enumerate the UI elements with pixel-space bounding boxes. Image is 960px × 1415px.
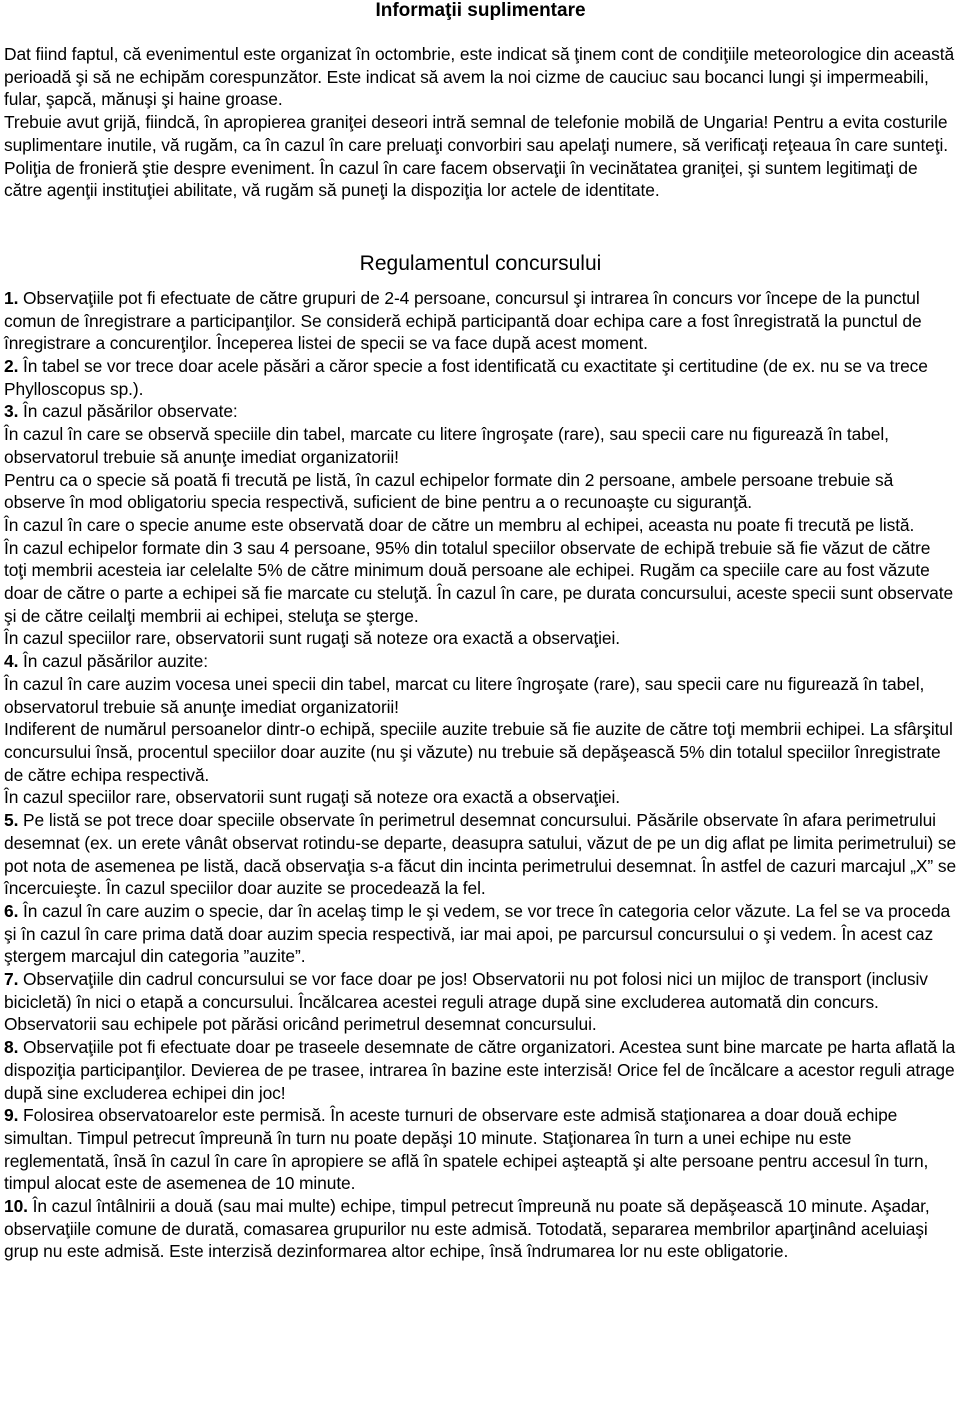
- rule-item: [4, 673, 957, 718]
- rule-text: În cazul păsărilor observate:: [18, 401, 238, 422]
- rule-item: [4, 809, 957, 900]
- rule-number: 5.: [4, 810, 19, 831]
- rule-number: 6.: [4, 900, 19, 921]
- rule-number: 9.: [4, 1105, 19, 1126]
- rule-item: [4, 718, 957, 786]
- rule-number: 4.: [4, 651, 19, 672]
- rule-text: Observaţiile pot fi efectuate doar pe traseele desemnate de către organizatori. Acestea sunt bine marcate pe harta aflată la dispoziţia participanţilor. Devierea de pe trasee, intrarea în bazine este interzisă! Orice fel de încălcare a acestor reguli atrage după sine excluderea echipei din joc!: [4, 1037, 956, 1103]
- rule-number: 8.: [4, 1037, 19, 1058]
- rule-text: În tabel se vor trece doar acele păsări a căror specie a fost identificată cu exactitate şi certitudine (de ex. nu se va trece Phylloscopus sp.).: [4, 356, 928, 399]
- rule-text: În cazul speciilor rare, observatorii sunt rugaţi să noteze ora exactă a observaţiei.: [4, 787, 620, 808]
- section-title-rules: Regulamentul concursului: [359, 251, 602, 275]
- rule-item: [4, 287, 957, 355]
- rule-text: Indiferent de numărul persoanelor dintr-o echipă, speciile auzite trebuie să fie auzite de către toţi membrii echipei. La sfârşitul concursului însă, procentul speciilor doar auzite (nu şi văzute) nu trebuie să depăşească 5% din totalul speciilor înregistrate de către echipa respectivă.: [4, 719, 953, 785]
- rule-text: În cazul speciilor rare, observatorii sunt rugaţi să noteze ora exactă a observaţiei.: [4, 628, 620, 649]
- rule-text: Folosirea observatoarelor este permisă. În aceste turnuri de observare este admisă staţionarea a doar două echipe simultan. Timpul petrecut împreună în turn nu poate depăşi 10 minute. Staţionarea în turn a unei echipe nu este reglementată, însă în cazul în care în apropiere se află în spatele echipei aşteaptă şi alte persoane pentru accesul în turn, timpul alocat este de asemenea de 10 minute.: [4, 1105, 929, 1194]
- rule-item: [4, 968, 957, 1036]
- rule-number: 1.: [4, 287, 19, 308]
- rule-item: [4, 514, 957, 537]
- rule-item: [4, 1104, 957, 1195]
- rule-item: [4, 650, 957, 673]
- intro-paragraph-weather: Dat fiind faptul, că evenimentul este organizat în octombrie, este indicat să ţinem cont de condiţiile meteorologice din această perioadă şi să ne echipăm corespunzător. Este indicat să avem la noi cizme de cauciuc sau bocanci lungi şi impermeabili, fular, şapcă, mănuşi şi haine groase.: [4, 44, 955, 110]
- rule-item: [4, 400, 957, 423]
- rule-number: 3.: [4, 401, 19, 422]
- rule-item: [4, 900, 957, 968]
- rule-text: În cazul întâlnirii a două (sau mai multe) echipe, timpul petrecut împreună nu poate să depăşească 10 minute. Aşadar, observaţiile comune de durată, comasarea grupurilor nu este admisă. Totodată, separarea membrilor aparţinând aceluiaşi grup nu este admisă. Este interzisă dezinformarea altor echipe, însă îndrumarea lor nu este obligatorie.: [4, 1196, 930, 1262]
- intro-paragraph-phone: Trebuie avut grijă, fiindcă, în apropierea graniţei deseori intră semnal de telefonie mobilă de Ungaria! Pentru a evita costurile suplimentare inutile, vă rugăm, ca în cazul în care preluaţi convorbiri sau apelaţi numere, să verificaţi reţeaua în care sunteţi.: [4, 112, 948, 155]
- intro-paragraph-police: Poliţia de fronieră ştie despre eveniment. În cazul în care facem observaţii în vecinătatea graniţei, şi suntem legitimaţi de către agenţii instituţiei abilitate, vă rugăm să puneţi la dispoziţia lor actele de identitate.: [4, 157, 918, 201]
- rule-item: [4, 355, 957, 400]
- rule-text: Observaţiile pot fi efectuate de către grupuri de 2-4 persoane, concursul şi intrarea în concurs vor începe de la punctul comun de înregistrare a participanţilor. Se consideră echipă participantă doar echipa care a fost înregistrată la punctul de înregistrare a concurenţilor. Începerea listei de specii se va face după acest moment.: [4, 287, 922, 354]
- rule-text: Pe listă se pot trece doar speciile observate în perimetrul desemnat concursului. Păsările observate în afara perimetrului desemnat (ex. un erete vânât observat rotindu-se departe, deasupra satului, văzut de pe un dig aflat pe limita perimetrului) se pot nota de asemenea pe listă, dacă observaţia s-a făcut din incinta perimetrului desemnat. În astfel de cazuri marcajul „X” se încercuieşte. În cazul speciilor doar auzite se procedează la fel.: [4, 810, 957, 899]
- rule-text: În cazul păsărilor auzite:: [18, 651, 208, 672]
- rule-number: 7.: [4, 969, 19, 990]
- rule-text: Pentru ca o specie să poată fi trecută pe listă, în cazul echipelor formate din 2 persoane, ambele persoane trebuie să observe în mod obligatoriu specia respectivă, suficient de bine pentru a o recunoaşte cu siguranţă.: [4, 469, 894, 513]
- rules-list: [4, 287, 957, 1263]
- rule-item: [4, 1036, 957, 1104]
- rule-item: [4, 627, 957, 650]
- rule-number: 10.: [4, 1196, 28, 1217]
- rule-text: În cazul în care o specie anume este observată doar de către un membru al echipei, aceasta nu poate fi trecută pe listă.: [4, 514, 915, 535]
- rule-item: [4, 469, 957, 514]
- rule-text: Observaţiile din cadrul concursului se vor face doar pe jos! Observatorii nu pot folosi nici un mijloc de transport (inclusiv bicicletă) în nici o etapă a concursului. Încălcarea acestei reguli atrage după sine excluderea automată din concurs. Observatorii sau echipele pot părăsi oricând perimetrul desemnat concursului.: [4, 969, 928, 1035]
- rule-text: În cazul în care se observă speciile din tabel, marcate cu litere îngroşate (rare), sau specii care nu figurează în tabel, observatorul trebuie să anunţe imediat organizatorii!: [4, 424, 889, 467]
- rule-item: [4, 1195, 957, 1263]
- rule-text: În cazul echipelor formate din 3 sau 4 persoane, 95% din totalul speciilor observate de echipă trebuie să fie văzut de către toţi membrii acesteia iar celelalte 5% de către minimum două persoane ale echipei. Rugăm ca speciile care au fost văzute doar de către o parte a echipei să fie marcate cu steluţă. În cazul în care, pe durata concursului, aceste specii sunt observate şi de către ceilalţi membrii ai echipei, steluţa se şterge.: [4, 537, 954, 626]
- rule-item: [4, 786, 957, 809]
- rule-number: 2.: [4, 356, 19, 377]
- rule-item: [4, 537, 957, 628]
- rule-text: În cazul în care auzim vocesa unei specii din tabel, marcat cu litere îngroşate (rare), sau specii care nu figurează în tabel, observatorul trebuie să anunţe imediat organizatorii!: [4, 673, 925, 717]
- intro-section: [4, 43, 957, 202]
- rule-item: [4, 423, 957, 468]
- section-title-additional-info: Informaţii suplimentare: [375, 0, 586, 21]
- rule-text: În cazul în care auzim o specie, dar în acelaş timp le şi vedem, se vor trece în categoria celor văzute. La fel se va proceda şi în cazul în care prima dată doar auzim specia respectivă, iar mai apoi, pe parcursul concursului o şi vedem. În acest caz ştergem marcajul din categoria ”auzite”.: [4, 900, 951, 967]
